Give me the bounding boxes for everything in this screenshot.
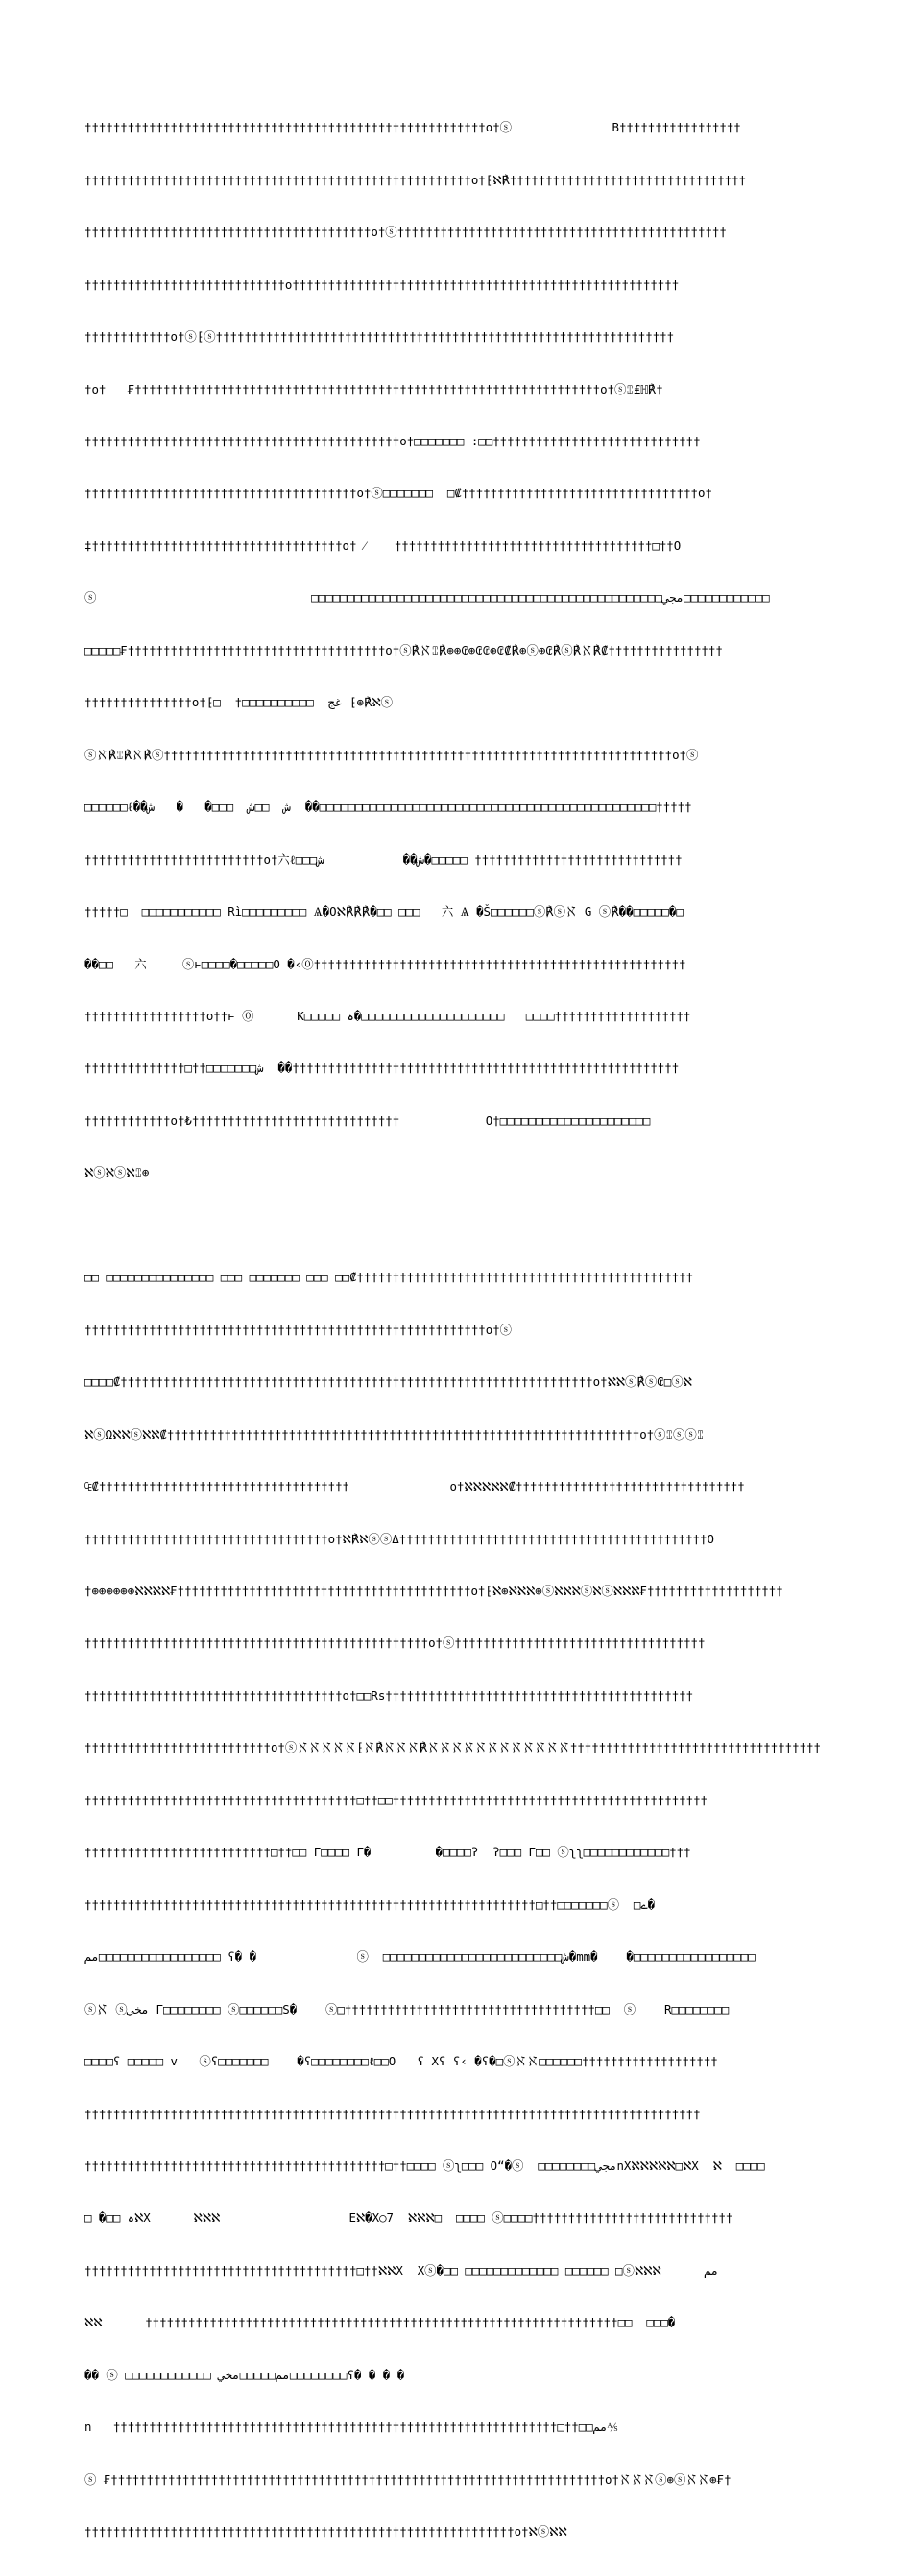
document-line-11: □□□□□₣††††††††††††††††††††††††††††††††††††o†ⓢ℟ℵ⑄℟⊕⊕₢⊕₢₢⊕₢₡℟⊕ⓢ⊕₢℟ⓢ℟ℵ℟₡†††††††††††††††† — [84, 642, 723, 657]
document-line-33: ††††††††††††††††††††††††††††††††††††††□††□□†††††††††††††††††††††††††††††††††††††††††††† — [84, 1792, 708, 1807]
document-line-20: ††††††††††††o†₺††††††††††††††††††††††††††††† O†□□□□□□□□□□□□□□□□□□□□□ — [84, 1112, 651, 1128]
document-line-4: ††††††††††††††††††††††††††††o†††††††††††††††††††††††††††††††††††††††††††††††††††††† — [84, 276, 680, 292]
document-line-45: n ††††††††††††††††††††††††††††††††††††††††††††††††††††††††††††††□††□□مم⅍ — [84, 2420, 618, 2435]
document-line-26: ℵⓢΩℵℵⓢℵℵ₡††††††††††††††††††††††††††††††††††††††††††††††††††††††††††††††††††o†ⓢ⑄ⓢⓢ⑄ — [84, 1426, 705, 1442]
document-line-22 — [84, 1217, 833, 1234]
document-line-43: ℵℵ ††††††††††††††††††††††††††††††††††††††††††††††††††††††††††††††††††□□ □□□� — [84, 2315, 676, 2330]
document-line-7: ††††††††††††††††††††††††††††††††††††††††††††o†□□□□□□□ :□□††††††††††††††††††††††††††††† — [84, 434, 701, 449]
document-line-47: ††††††††††††††††††††††††††††††††††††††††††††††††††††††††††††o†ℵⓢℵℵ — [84, 2524, 567, 2540]
document-line-12: †††††††††††††††o†⁅□ †□□□□□□□□□□ غج ⁅⊕℟ℵⓢ — [84, 695, 394, 710]
document-line-14: □□□□□□ℓ��ش □□ش □□□� � ش ��□□□□□□□□□□□□□□□□□□□□□□□□□□□□□□□□□□□□□□□□□□□□□□□††††† — [84, 799, 692, 815]
document-line-19: ††††††††††††††□††□□□□□□□ش ��†††††††††††††††††††††††††††††††††††††††††††††††††††††† — [84, 1061, 680, 1076]
document-line-37: ⓢℵ ⓢمخي Γ□□□□□□□□ ⓢ□□□□□□S� ⓢ□†††††††††††††††††††††††††††††††††††□□ ⓢ R□□□□□□□□ — [84, 2001, 730, 2016]
document-line-6: †o† ₣†††††††††††††††††††††††††††††††††††††††††††††††††††††††††††††††††o†ⓢ⑄₤ℍ℟† — [84, 381, 663, 396]
document-line-23: □□ □□□□□□□□□□□□□□□ □□□ □□□□□□□ □□□ □□₡††††††††††††††††††††††††††††††††††††††††††††††† — [84, 1270, 694, 1285]
document-line-30: ††††††††††††††††††††††††††††††††††††††††††††††††o†ⓢ††††††††††††††††††††††††††††††††††† — [84, 1635, 706, 1651]
document-line-24: ††††††††††††††††††††††††††††††††††††††††††††††††††††††††o†ⓢ — [84, 1322, 513, 1337]
document-line-27: ₠₡††††††††††††††††††††††††††††††††††† o†ℵℵℵℵℵ₡†††††††††††††††††††††††††††††††† — [84, 1479, 745, 1494]
document-line-17: ��□□ 六 ⓢⱶ□□□□�□□□□□O �‹⓪†††††††††††††††††††††††††††††††††††††††††††††††††††† — [84, 956, 686, 971]
document-line-13: ⓢℵ℟⑄℟ℵ℟ⓢ†††††††††††††††††††††††††††††††††††††††††††††††††††††††††††††††††††††††o†ⓢ — [84, 747, 699, 762]
document-line-3: ††††††††††††††††††††††††††††††††††††††††o†ⓢ†††††††††††††††††††††††††††††††††††††††††††††† — [84, 225, 727, 240]
document-text — [84, 84, 833, 2576]
document-line-5: ††††††††††††o†ⓢ⁅ⓢ†††††††††††††††††††††††††††††††††††††††††††††††††††††††††††††††† — [84, 329, 675, 345]
document-line-9: ‡†††††††††††††††††††††††††††††††††††o† ⁄ ††††††††††††††††††††††††††††††††††††□††O — [84, 537, 682, 553]
document-line-42: ††††††††††††††††††††††††††††††††††††††□††ℵℵX Xⓢ�□□ □□□□□□□□□□□□□ □□□□□□ □ⓢℵℵℵ مم — [84, 2262, 719, 2278]
document-line-41: □ �□□ ہℵX ℵℵℵ Eℵ�X○7 ℵℵℵ□ □□□□ ⓢ□□□□†††††††††††††††††††††††††††† — [84, 2210, 733, 2226]
document-line-10: ⓢ □□□□□□□□□□□□□□□□□□□□□□□□□□□□□□□□□□□□□□□□□□□□□□□□□مجي□□□□□□□□□□□□ — [84, 590, 770, 606]
document-line-28: ††††††††††††††††††††††††††††††††††o†ℵ℟ℵⓢⓢΔ†††††††††††††††††††††††††††††††††††††††††††O — [84, 1531, 714, 1546]
document-line-15: †††††††††††††††††††††††††o†六ℓ□□□ش�� ش�□□□□□ ††††††††††††††††††††††††††††† — [84, 851, 683, 867]
document-line-36: مم□□□□□□□□□□□□□□□□□ ʕ� � ⓢ □□□□□□□□□□□□□□□□□□□□□□□□□ش�mm� �□□□□□□□□□□□□□□□□□ — [84, 1949, 756, 1965]
document-line-29: †⊕⊕⊕⊕⊕⊕ℵℵℵℵ₣†††††††††††††††††††††††††††††††††††††††††o†⁅ℵ⊕ℵℵℵ⊕ⓢℵℵℵⓢℵⓢℵℵℵ₣††††††††††††††††††† — [84, 1584, 783, 1598]
document-line-1: ††††††††††††††††††††††††††††††††††††††††††††††††††††††††o†ⓢ B††††††††††††††††† — [84, 120, 741, 135]
document-line-2: ††††††††††††††††††††††††††††††††††††††††††††††††††††††o†⁅ℵ℟††††††††††††††††††††††††††††††††† — [84, 172, 747, 187]
document-line-44: �� ⓢ □□□□□□□□□□□□ مم□□□□□مخي□□□□□□□□ʕ� � � � — [84, 2367, 405, 2382]
document-line-31: ††††††††††††††††††††††††††††††††††††o†□□Rs††††††††††††††††††††††††††††††††††††††††††† — [84, 1687, 694, 1703]
document-line-38: □□□□ʕ □□□□□ v ⓢʕ□□□□□□□ �ʕ□□□□□□□□ℓ□□O ʕ Xʕ ʕ‹ �ʕ�□ⓢℵℵ□□□□□□††††††††††††††††††† — [84, 2054, 718, 2069]
document-line-35: †††††††††††††††††††††††††††††††††††††††††††††††††††††††††††††††□††□□□□□□□ⓢ □ے� — [84, 1896, 656, 1912]
document-line-39: †††††††††††††††††††††††††††††††††††††††††††††††††††††††††††††††††††††††††††††††††††††† — [84, 2106, 701, 2121]
document-line-34: ††††††††††††††††††††††††††□††□□ Γ□□□□ Γ� �□□□□ʔ ʔ□□□ Γ□□ ⓢʅʅ□□□□□□□□□□□□††† — [84, 1845, 691, 1860]
document-line-18: †††††††††††††††††o††ⱶ ⓪ K□□□□□ ہ�□□□□□□□□□□□□□□□□□□□□ □□□□††††††††††††††††††† — [84, 1009, 691, 1024]
document-line-40: ††††††††††††††††††††††††††††††††††††††††††□††□□□□ ⓢʅ□□□ O“�ⓢ □□□□□□□□مجيnXℵℵℵℵℵ□ℵX ℵ □□□□ — [84, 2158, 765, 2173]
document-line-32: ††††††††††††††††††††††††††o†ⓢℵℵℵℵℵ⁅ℵ℟ℵℵℵ℟ℵℵℵℵℵℵℵℵℵℵℵℵ††††††††††††††††††††††††††††††††††† — [84, 1740, 821, 1755]
document-line-46: ⓢ ₣†††††††††††††††††††††††††††††††††††††††††††††††††††††††††††††††††††††o†ℵℵℵⓢ⊕ⓢℵℵ⊕₣† — [84, 2471, 732, 2487]
document-line-21: ℵⓢℵⓢℵ⑄⊕ — [84, 1165, 150, 1181]
document-line-25: □□□□₡††††††††††††††††††††††††††††††††††††††††††††††††††††††††††††††††††o†ℵℵⓢ℟ⓢ₢□ⓢℵ — [84, 1374, 692, 1390]
document-line-8: ††††††††††††††††††††††††††††††††††††††o†ⓢ□□□□□□□ □₡†††††††††††††††††††††††††††††††††o† — [84, 486, 712, 501]
document-line-16: †††††□ □□□□□□□□□□□ Rì□□□□□□□□□ Ѧ�Oℵ℟℟℟�□□ □□□ 六 Ѧ �Š□□□□□□ⓢ℟ⓢℵ G ⓢ℟��□□□□□�□ — [84, 904, 684, 919]
